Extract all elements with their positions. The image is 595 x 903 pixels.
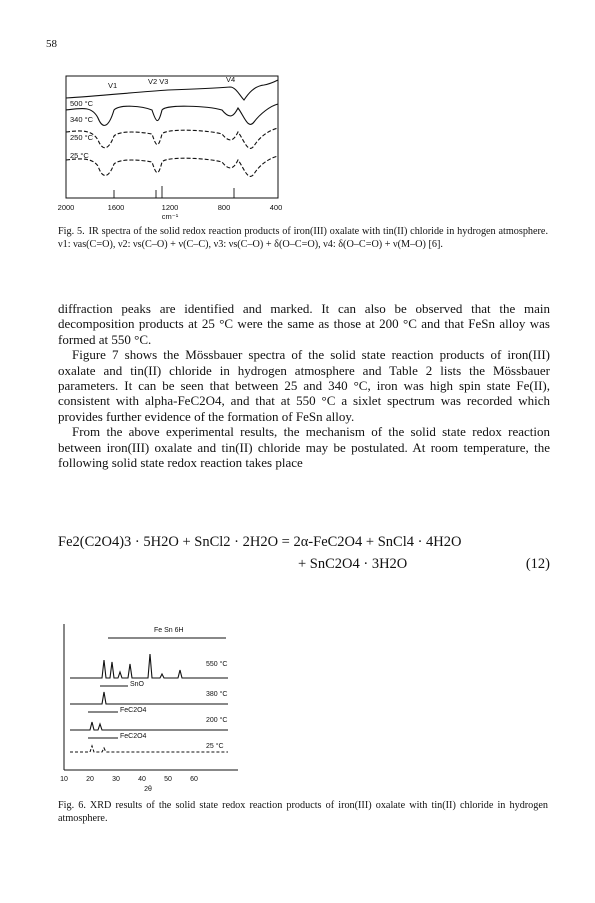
band-label-v4: V4: [226, 75, 236, 84]
temp-label-200: 200 °C: [206, 717, 228, 724]
body-paragraph-3: From the above experimental results, the mechanism of the solid state redox reaction between iron(III) oxalate and tin(II) chloride may be postulated. At room temperature, the following solid state redox reaction takes place: [58, 424, 550, 471]
temp-label-500: 500 °C: [70, 99, 94, 108]
x-tick: 1200: [161, 203, 179, 212]
band-label-v23: V2 V3: [148, 77, 169, 86]
fig5-caption-label: Fig. 5.: [58, 226, 85, 237]
xrd-trace-380c: [70, 692, 228, 704]
x-tick: 10: [60, 776, 68, 783]
ir-trace-340c: [66, 104, 278, 125]
xrd-trace-550c: [70, 654, 228, 678]
xrd-plot: [58, 618, 258, 796]
ir-spectra-figure: [58, 70, 298, 220]
phase-label-fec2o4-b: FeC2O4: [120, 733, 147, 740]
ir-spectra-plot: [58, 70, 298, 220]
fig6-caption: [58, 800, 548, 825]
phase-label-fec2o4-a: FeC2O4: [120, 707, 147, 714]
phase-label-sno: SnO: [130, 681, 145, 688]
temp-label-380: 380 °C: [206, 691, 228, 698]
temp-label-25: 25 °C: [206, 743, 224, 750]
xrd-trace-25c: [70, 746, 228, 752]
temp-label-340: 340 °C: [70, 115, 94, 124]
xrd-trace-200c: [70, 722, 228, 730]
fig5-caption-text: IR spectra of the solid redox reaction products of iron(III) oxalate with tin(II) chloride in hydrogen atmosphere. ν1: νas(C=O), ν2: νs(C–O) + ν(C–C), ν3: νs(C–O) + δ(O–C=O), ν4: δ(O–C=O) + ν(M–O) [6].: [58, 226, 548, 250]
band-markers: [114, 186, 234, 198]
equation-number: (12): [525, 556, 550, 572]
temp-label-25: 25 °C: [70, 151, 89, 160]
x-tick: 20: [86, 776, 94, 783]
x-tick: 30: [112, 776, 120, 783]
fig6-caption-label: Fig. 6.: [58, 800, 86, 811]
x-tick: 60: [190, 776, 198, 783]
temp-label-250: 250 °C: [70, 133, 94, 142]
x-tick: 2000: [58, 203, 75, 212]
xrd-figure: [58, 618, 258, 796]
x-axis-label: 2θ: [144, 786, 152, 793]
ir-trace-250c: [66, 128, 278, 148]
x-tick: 400: [269, 203, 283, 212]
x-tick: 1600: [107, 203, 125, 212]
temp-label-550: 550 °C: [206, 661, 228, 668]
plot-frame: [66, 76, 278, 198]
band-label-v1: V1: [108, 81, 118, 90]
equation-line-2: + SnC2O4 · 3H2O: [298, 556, 408, 572]
body-paragraph-2: Figure 7 shows the Mössbauer spectra of the solid state reaction products of iron(III) oxalate and tin(II) chloride in hydrogen atmosphere and Table 2 lists the Mössbauer parameters. It can be seen that between 25 and 340 °C, iron was high spin state Fe(II), consistent with alpha-FeC2O4, and that at 550 °C a sixlet spectrum was recorded which provides further evidence of the formation of FeSn alloy.: [58, 347, 550, 424]
body-text: [58, 301, 550, 470]
x-tick: 800: [217, 203, 231, 212]
page-number: 58: [46, 38, 57, 50]
x-tick: 50: [164, 776, 172, 783]
equation-line-1: Fe2(C2O4)3 · 5H2O + SnCl2 · 2H2O = 2α-FeC2O4 + SnCl4 · 4H2O: [58, 534, 462, 550]
body-paragraph-1: diffraction peaks are identified and marked. It can also be observed that the main decomposition products at 25 °C were the same as those at 200 °C and that FeSn alloy was formed at 550 °C.: [58, 301, 550, 347]
fig6-caption-text: XRD results of the solid state redox reaction products of iron(III) oxalate with tin(II) chloride in hydrogen atmosphere.: [58, 800, 548, 824]
x-axis-unit: cm⁻¹: [161, 212, 179, 220]
ir-trace-500c: [66, 80, 278, 100]
fig5-caption: [58, 226, 548, 251]
ir-trace-25c: [66, 156, 278, 176]
x-tick: 40: [138, 776, 146, 783]
phase-label-fesn: Fe Sn 6H: [154, 627, 184, 634]
